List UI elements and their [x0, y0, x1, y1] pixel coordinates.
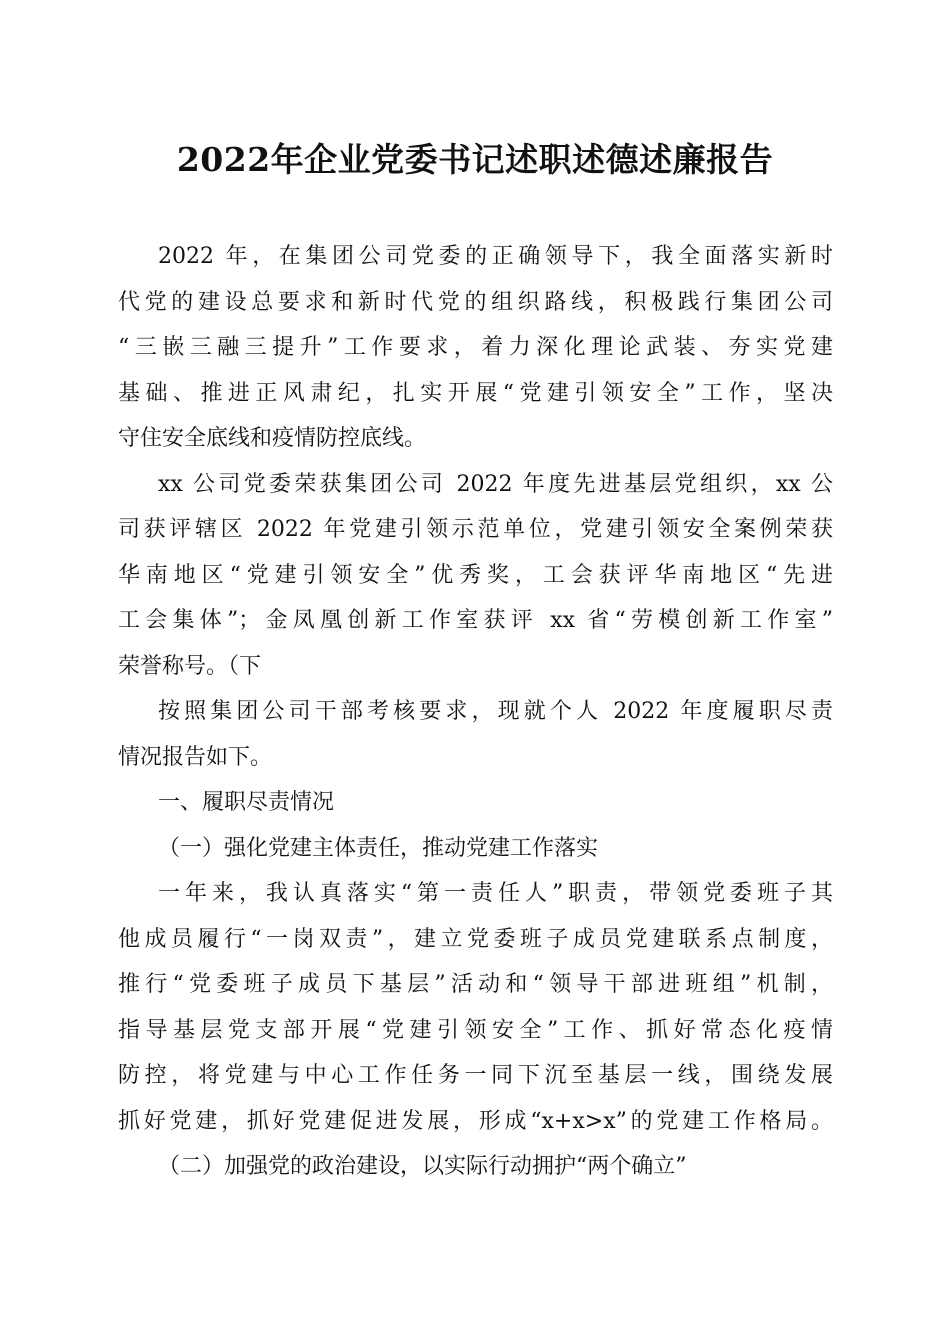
document-body	[118, 234, 833, 1190]
subsection-heading-2: （二）加强党的政治建设，以实际行动拥护“两个确立”	[158, 1154, 687, 1179]
paragraph-line: 守住安全底线和疫情防控底线。	[118, 426, 427, 451]
paragraph-line: 一年来，我认真落实“第一责任人”职责，带领党委班子其	[158, 881, 833, 906]
paragraph-line: 推行“党委班子成员下基层”活动和“领导干部进班组”机制，	[118, 972, 833, 997]
paragraph-line: 指导基层党支部开展“党建引领安全”工作、抓好常态化疫情	[118, 1017, 833, 1043]
paragraph-line: 抓好党建，抓好党建促进发展，形成“x+x>x”的党建工作格局。	[118, 1108, 833, 1134]
subsection-heading-1: （一）强化党建主体责任，推动党建工作落实	[158, 835, 599, 861]
paragraph-1	[118, 234, 833, 462]
paragraph-line: 他成员履行“一岗双责”，建立党委班子成员党建联系点制度，	[118, 926, 833, 952]
paragraph-line: “三嵌三融三提升”工作要求，着力深化理论武装、夯实党建	[118, 335, 833, 360]
paragraph-line: 2022 年，在集团公司党委的正确领导下，我全面落实新时	[158, 244, 833, 269]
paragraph-line: xx 公司党委荣获集团公司 2022 年度先进基层党组织，xx 公	[158, 471, 833, 497]
paragraph-line: 荣誉称号。（下	[118, 653, 262, 679]
paragraph-line: 情况报告如下。	[118, 744, 273, 770]
paragraph-3	[118, 689, 833, 780]
paragraph-line: 基础、推进正风肃纪，扎实开展“党建引领安全”工作，坚决	[118, 380, 833, 406]
paragraph-4	[118, 871, 833, 1144]
paragraph-2	[118, 462, 833, 690]
paragraph-line: 华南地区“党建引领安全”优秀奖，工会获评华南地区“先进	[118, 562, 833, 588]
section-heading: 一、履职尽责情况	[158, 790, 335, 815]
paragraph-line: 防控，将党建与中心工作任务一同下沉至基层一线，围绕发展	[118, 1063, 833, 1088]
paragraph-line: 工会集体”；金凤凰创新工作室获评 xx 省“劳模创新工作室”	[118, 608, 833, 633]
document-title: 2022年企业党委书记述职述德述廉报告	[176, 140, 774, 179]
paragraph-line: 按照集团公司干部考核要求，现就个人 2022 年度履职尽责	[158, 699, 833, 724]
paragraph-line: 代党的建设总要求和新时代党的组织路线，积极践行集团公司	[118, 289, 833, 315]
paragraph-line: 司获评辖区 2022 年党建引领示范单位，党建引领安全案例荣获	[118, 517, 833, 542]
